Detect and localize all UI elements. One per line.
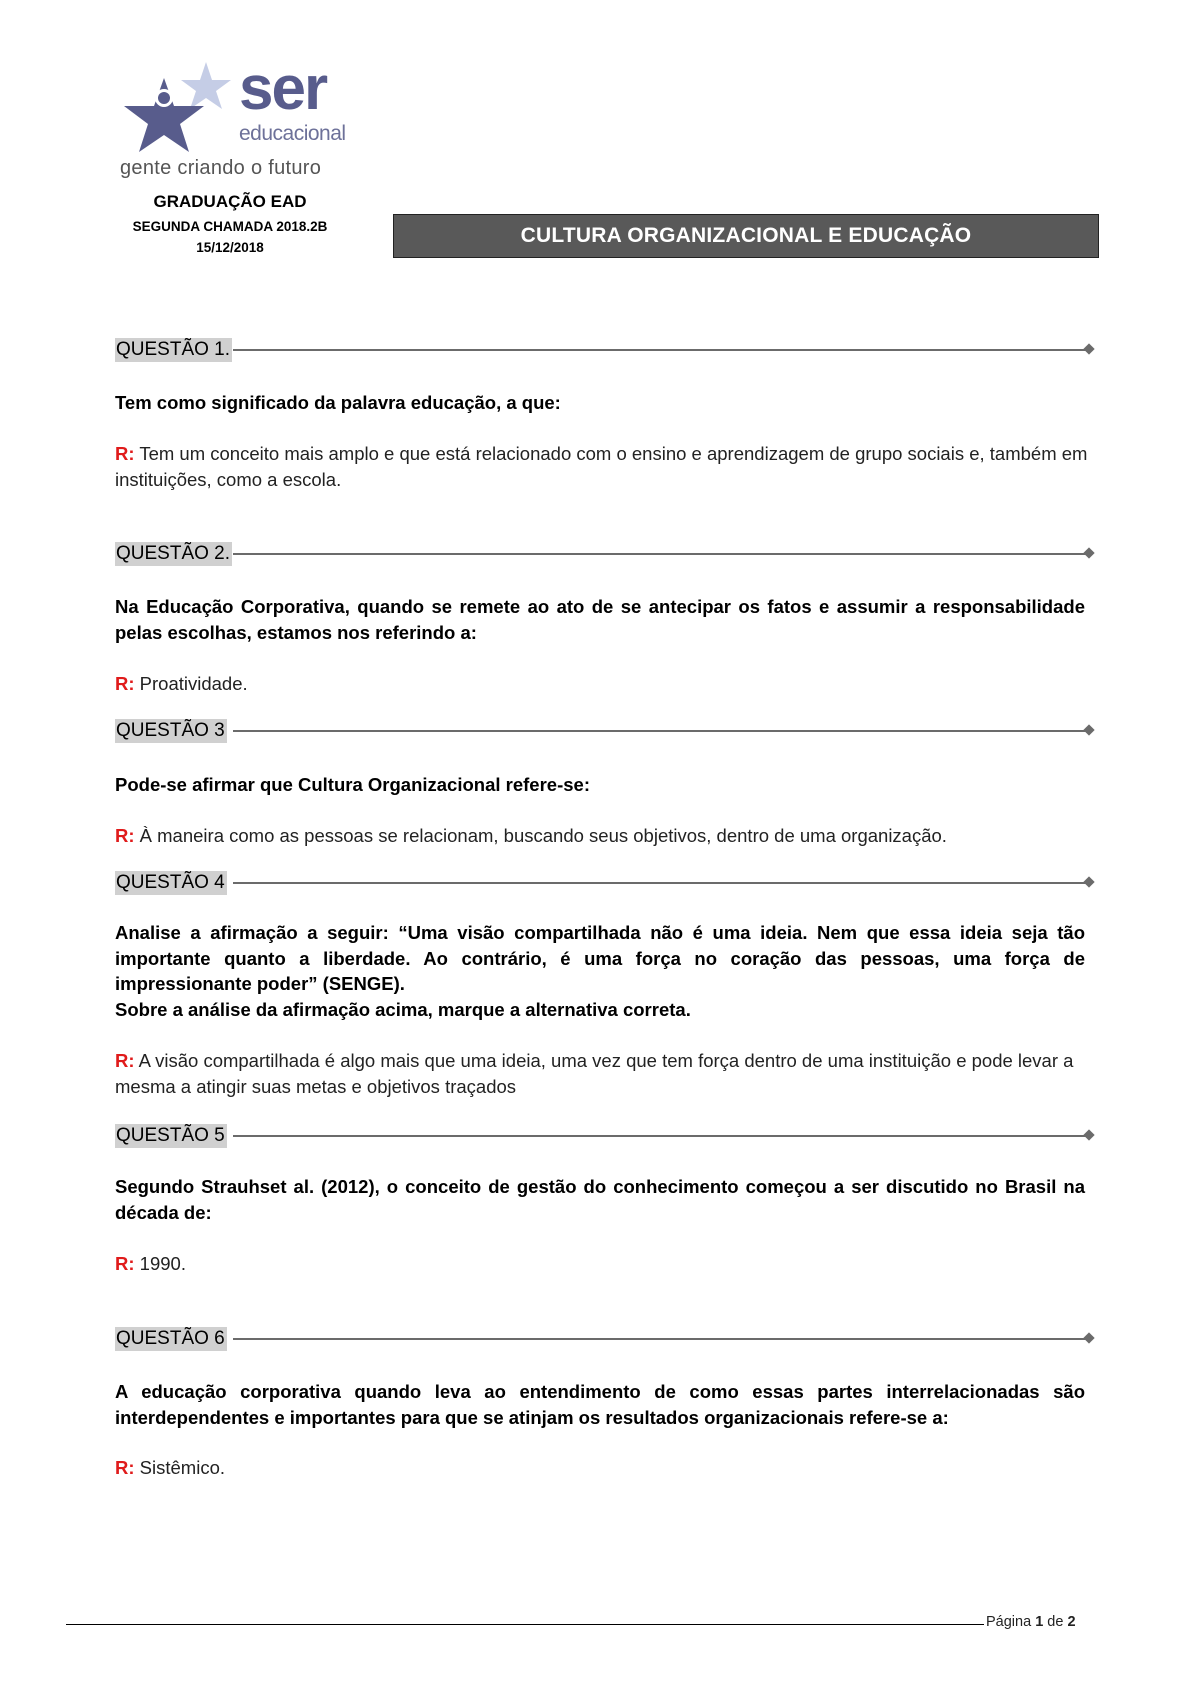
page-total: 2 (1067, 1614, 1076, 1630)
answer-text: A visão compartilhada é algo mais que uma ideia, uma vez que tem força dentro de uma instituição e pode levar a mesma a atingir suas metas e objetivos traçados (115, 1050, 1074, 1097)
answer-marker: R: (115, 673, 135, 694)
question-label: QUESTÃO 4 (116, 872, 225, 893)
question-instruction-4: Sobre a análise da afirmação acima, marque a alternativa correta. (115, 999, 691, 1020)
diamond-icon (1083, 724, 1094, 735)
divider-line (233, 1135, 1087, 1137)
diamond-icon (1083, 547, 1094, 558)
program-title: GRADUAÇÃO EAD (153, 192, 307, 211)
of-word: de (1047, 1614, 1064, 1630)
divider-line (233, 349, 1087, 351)
question-text-5: Segundo Strauhset al. (2012), o conceito de gestão do conhecimento começou a ser discutido no Brasil na década de: (115, 1176, 1085, 1223)
answer-3 (115, 823, 1090, 849)
answer-marker: R: (115, 443, 135, 464)
diamond-icon (1083, 1332, 1094, 1343)
question-header-2 (115, 542, 1095, 566)
diamond-icon (1083, 1129, 1094, 1140)
answer-1 (115, 441, 1090, 492)
course-title-box (393, 214, 1099, 258)
ser-educacional-logo (118, 54, 358, 182)
diamond-icon (1083, 876, 1094, 887)
logo-tagline: gente criando o futuro (120, 157, 322, 179)
diamond-icon (1083, 343, 1094, 354)
logo-brand: ser (239, 54, 327, 123)
answer-6 (115, 1455, 1090, 1481)
star-figure-icon (118, 60, 238, 160)
page-word: Página (986, 1614, 1032, 1630)
question-text-2: Na Educação Corporativa, quando se remete ao ato de se antecipar os fatos e assumir a responsabilidade pelas escolhas, estamos nos referindo a: (115, 596, 1085, 643)
question-header-6 (115, 1327, 1095, 1351)
answer-2 (115, 671, 1090, 697)
page-number (986, 1614, 1076, 1630)
divider-line (233, 1338, 1087, 1340)
course-title: CULTURA ORGANIZACIONAL E EDUCAÇÃO (520, 224, 972, 247)
question-label: QUESTÃO 3 (116, 720, 225, 741)
answer-text: Tem um conceito mais amplo e que está relacionado com o ensino e aprendizagem de grupo sociais e, também em instituições, como a escola. (115, 443, 1088, 490)
answer-marker: R: (115, 1253, 135, 1274)
question-label: QUESTÃO 6 (116, 1328, 225, 1349)
question-header-3 (115, 719, 1095, 743)
question-label: QUESTÃO 5 (116, 1125, 225, 1146)
question-header-1 (115, 338, 1095, 362)
answer-text: Proatividade. (139, 673, 248, 694)
divider-line (233, 882, 1087, 884)
exam-date: 15/12/2018 (196, 240, 264, 255)
answer-marker: R: (115, 825, 135, 846)
answer-text: Sistêmico. (139, 1457, 225, 1478)
answer-text: 1990. (139, 1253, 186, 1274)
question-header-4 (115, 871, 1095, 895)
page-current: 1 (1035, 1614, 1044, 1630)
question-text-4: Analise a afirmação a seguir: “Uma visão compartilhada não é uma ideia. Nem que essa ideia seja tão importante quanto a liberdade. Ao contrário, é uma força no coração das pessoas, uma força de impressionante poder” (SENGE). (115, 922, 1085, 994)
question-text-3: Pode-se afirmar que Cultura Organizacional refere-se: (115, 774, 590, 795)
answer-marker: R: (115, 1050, 135, 1071)
answer-5 (115, 1251, 1090, 1277)
answer-text: À maneira como as pessoas se relacionam, buscando seus objetivos, dentro de uma organização. (139, 825, 947, 846)
question-text-1: Tem como significado da palavra educação, a que: (115, 392, 561, 413)
question-label: QUESTÃO 1. (116, 339, 231, 360)
footer-divider (66, 1624, 984, 1625)
divider-line (233, 730, 1087, 732)
logo-subtitle: educacional (239, 122, 346, 145)
question-text-6: A educação corporativa quando leva ao entendimento de como essas partes interrelacionadas são interdependentes e importantes para que se atinjam os resultados organizacionais refere-se a: (115, 1381, 1085, 1428)
answer-4 (115, 1048, 1090, 1099)
question-header-5 (115, 1124, 1095, 1148)
question-label: QUESTÃO 2. (116, 543, 231, 564)
divider-line (233, 553, 1087, 555)
answer-marker: R: (115, 1457, 135, 1478)
exam-title: SEGUNDA CHAMADA 2018.2B (132, 219, 328, 234)
